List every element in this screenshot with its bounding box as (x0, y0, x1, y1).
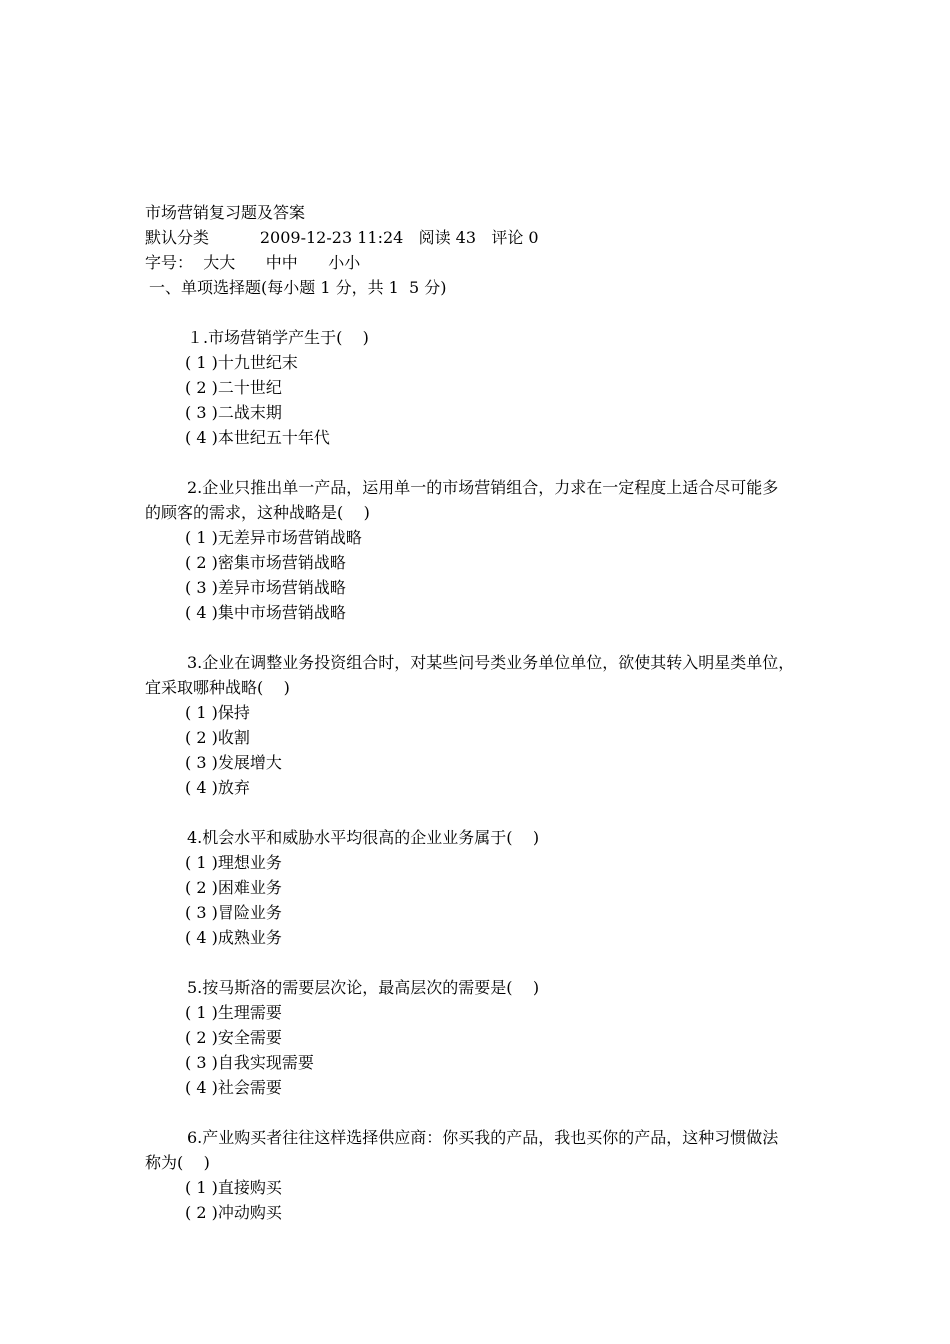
post-meta (145, 225, 825, 250)
answer-option: ( 2 )安全需要 (185, 1028, 282, 1047)
answer-option: ( 4 )集中市场营销战略 (185, 603, 346, 622)
answer-option: ( 4 )放弃 (185, 778, 250, 797)
question-list (145, 300, 825, 1225)
question-spacer (145, 450, 825, 475)
question-spacer (145, 950, 825, 975)
question-item (145, 650, 825, 800)
question-stem: 3.企业在调整业务投资组合时，对某些问号类业务单位单位，欲使其转入明星类单位， (187, 653, 795, 672)
answer-option: ( 4 )本世纪五十年代 (185, 428, 330, 447)
question-stem: 5.按马斯洛的需要层次论，最高层次的需要是( ) (187, 978, 540, 997)
post-category[interactable]: 默认分类 (145, 228, 210, 247)
question-stem-continuation: 称为( ) (145, 1153, 210, 1172)
question-spacer (145, 625, 825, 650)
font-size-small-link[interactable]: 小小 (328, 253, 361, 272)
answer-option: ( 1 )十九世纪末 (185, 353, 298, 372)
post-datetime: 2009-12-23 11:24 (259, 228, 404, 247)
post-read-count: 阅读 43 (418, 228, 477, 247)
question-item (145, 325, 825, 450)
answer-option: ( 4 )社会需要 (185, 1078, 282, 1097)
answer-option: ( 2 )密集市场营销战略 (185, 553, 346, 572)
font-size-label: 字号： (145, 253, 194, 272)
page-title: 市场营销复习题及答案 (145, 203, 306, 222)
answer-option: ( 3 )二战末期 (185, 403, 282, 422)
question-spacer (145, 300, 825, 325)
answer-option: ( 1 )理想业务 (185, 853, 282, 872)
question-item (145, 825, 825, 950)
question-stem-continuation: 的顾客的需求，这种战略是( ) (145, 503, 370, 522)
document-page (145, 200, 825, 1225)
font-size-medium-link[interactable]: 中中 (265, 253, 298, 272)
answer-option: ( 3 )差异市场营销战略 (185, 578, 346, 597)
answer-option: ( 3 )冒险业务 (185, 903, 282, 922)
section-heading: 一、单项选择题(每小题 1 分，共 1 5 分) (149, 278, 447, 297)
post-comment-count[interactable]: 评论 0 (491, 228, 539, 247)
answer-option: ( 1 )无差异市场营销战略 (185, 528, 362, 547)
question-stem: 2.企业只推出单一产品，运用单一的市场营销组合，力求在一定程度上适合尽可能多 (187, 478, 779, 497)
question-item (145, 475, 825, 625)
answer-option: ( 3 )自我实现需要 (185, 1053, 314, 1072)
question-stem-continuation: 宜采取哪种战略( ) (145, 678, 290, 697)
answer-option: ( 4 )成熟业务 (185, 928, 282, 947)
question-item (145, 975, 825, 1100)
font-size-switcher (145, 250, 825, 275)
answer-option: ( 1 )生理需要 (185, 1003, 282, 1022)
question-spacer (145, 1100, 825, 1125)
question-stem: 4.机会水平和威胁水平均很高的企业业务属于( ) (187, 828, 540, 847)
question-stem: １.市场营销学产生于( ) (187, 328, 369, 347)
question-spacer (145, 800, 825, 825)
answer-option: ( 1 )保持 (185, 703, 250, 722)
answer-option: ( 2 )冲动购买 (185, 1203, 282, 1222)
answer-option: ( 2 )二十世纪 (185, 378, 282, 397)
answer-option: ( 3 )发展增大 (185, 753, 282, 772)
question-item (145, 1125, 825, 1225)
answer-option: ( 1 )直接购买 (185, 1178, 282, 1197)
font-size-large-link[interactable]: 大大 (203, 253, 236, 272)
answer-option: ( 2 )困难业务 (185, 878, 282, 897)
answer-option: ( 2 )收割 (185, 728, 250, 747)
question-stem: 6.产业购买者往往这样选择供应商：你买我的产品，我也买你的产品，这种习惯做法 (187, 1128, 779, 1147)
